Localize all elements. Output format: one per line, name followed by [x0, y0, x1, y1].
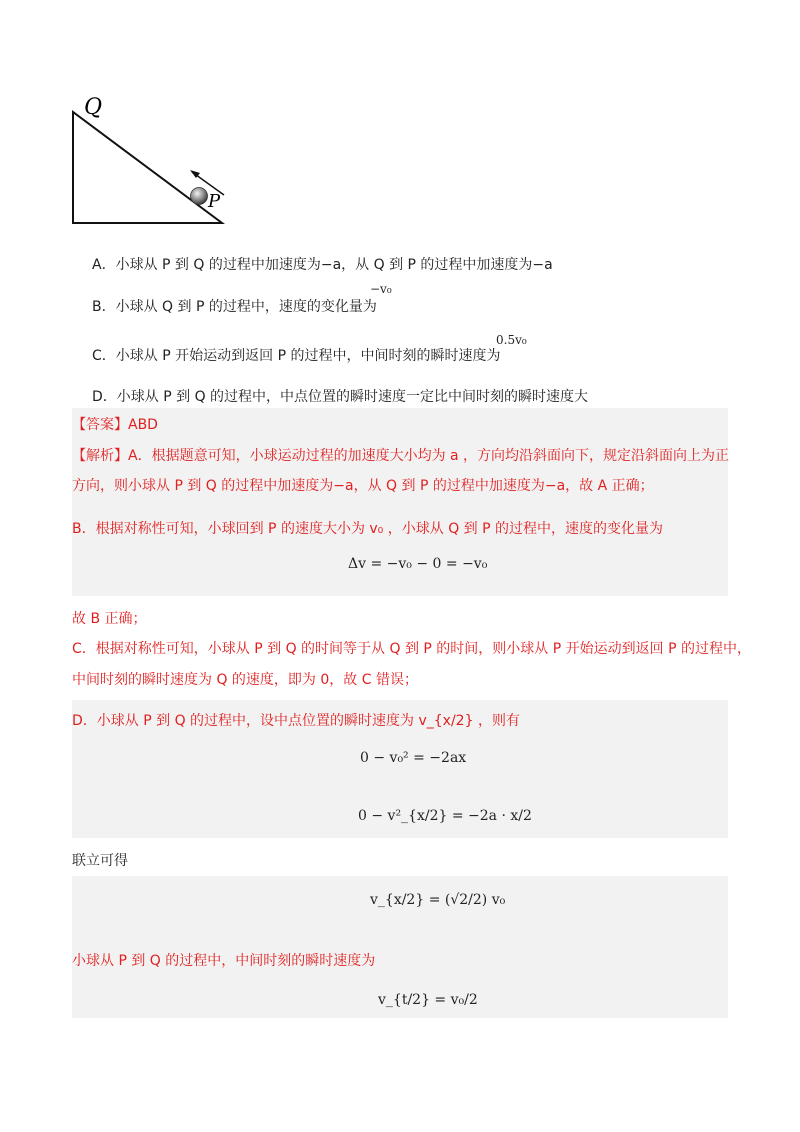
analysis-c-line2: 中间时刻的瞬时速度为 Q 的速度，即为 0，故 C 错误；: [72, 672, 418, 688]
incline-figure: [60, 92, 240, 232]
equation-d4: v_{t/2} = v₀/2: [378, 992, 478, 1008]
analysis-mid-time-line: 小球从 P 到 Q 的过程中，中间时刻的瞬时速度为: [72, 953, 376, 969]
answer-line: [72, 414, 158, 434]
analysis-label: 【解析】: [72, 448, 128, 464]
combine-label: 联立可得: [72, 853, 128, 869]
analysis-b-conclusion: 故 B 正确；: [72, 611, 147, 627]
label-q: Q: [84, 95, 103, 120]
option-d: D．小球从 P 到 Q 的过程中，中点位置的瞬时速度一定比中间时刻的瞬时速度大: [92, 389, 589, 405]
analysis-d-line1: D．小球从 P 到 Q 的过程中，设中点位置的瞬时速度为 v_{x/2} ，则有: [72, 713, 520, 729]
equation-delta-v: Δv = −v₀ − 0 = −v₀: [348, 556, 488, 572]
incline-triangle: [73, 112, 222, 223]
analysis-a-line2: 方向，则小球从 P 到 Q 的过程中加速度为−a，从 Q 到 P 的过程中加速度为−a，故 A 正确；: [72, 478, 654, 494]
equation-d1: 0 − v₀² = −2ax: [360, 750, 467, 766]
option-b-expr: −v₀: [370, 282, 392, 296]
analysis-b-line1: B．根据对称性可知，小球回到 P 的速度大小为 v₀ ，小球从 Q 到 P 的过程中，速度的变化量为: [72, 521, 664, 537]
analysis-c-line1: C．根据对称性可知，小球从 P 到 Q 的时间等于从 Q 到 P 的时间，则小球从 P 开始运动到返回 P 的过程中，: [72, 641, 751, 657]
option-c: C．小球从 P 开始运动到返回 P 的过程中，中间时刻的瞬时速度为: [92, 348, 501, 364]
answer-value: ABD: [128, 417, 158, 433]
option-a: A．小球从 P 到 Q 的过程中加速度为−a，从 Q 到 P 的过程中加速度为−a: [92, 257, 553, 273]
equation-d2: 0 − v²_{x/2} = −2a · x/2: [358, 808, 532, 824]
label-p: P: [208, 191, 221, 212]
equation-d3: v_{x/2} = (√2/2) v₀: [370, 892, 506, 908]
option-c-expr: 0.5v₀: [496, 333, 527, 347]
option-b: B．小球从 Q 到 P 的过程中，速度的变化量为: [92, 299, 377, 315]
ball: [191, 188, 208, 205]
analysis-a-line1: [72, 445, 729, 465]
analysis-a-text1: A．根据题意可知，小球运动过程的加速度大小均为 a ，方向均沿斜面向下，规定沿斜面向上为正: [128, 448, 730, 464]
answer-label: 【答案】: [72, 417, 128, 433]
